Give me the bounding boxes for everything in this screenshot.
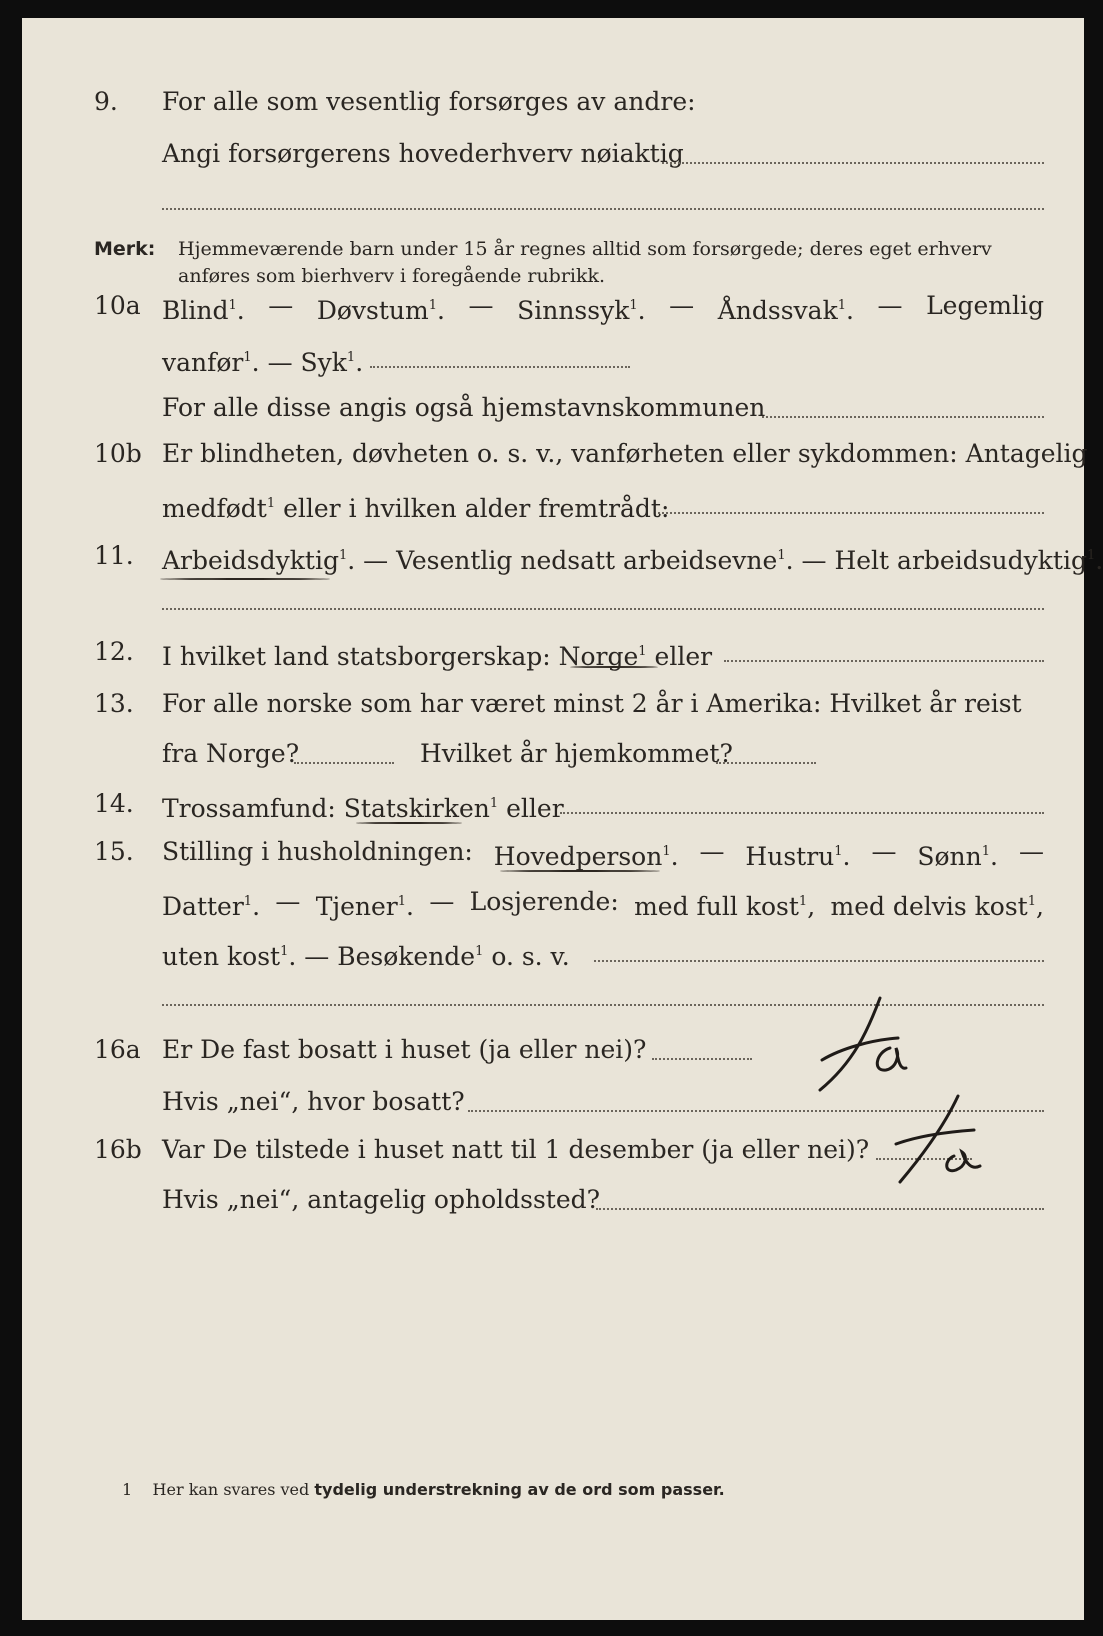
answer-field[interactable] xyxy=(560,812,1044,814)
question-16a xyxy=(22,1030,1084,1070)
option-blind: Blind$^1$. xyxy=(162,296,245,325)
option-dovstum: Døvstum$^1$. xyxy=(316,296,445,325)
option-sinnssyk: Sinnssyk$^1$. xyxy=(517,296,646,325)
question-text: Hvilket år hjemkommet? xyxy=(420,739,733,768)
question-number: 10a xyxy=(94,291,141,320)
answer-field[interactable] xyxy=(662,162,1044,164)
question-text: vanfør$^1$. — Syk$^1$. xyxy=(162,348,364,377)
question-number: 10b xyxy=(94,439,142,468)
answer-field[interactable] xyxy=(724,660,1044,662)
answer-field[interactable] xyxy=(658,512,1044,514)
question-text: fra Norge? xyxy=(162,739,300,768)
note-label: Merk: xyxy=(94,238,156,260)
question-10b-line2 xyxy=(22,484,1084,524)
question-text: Hvis „nei“, antagelig opholdssted? xyxy=(162,1185,601,1214)
question-number: 13. xyxy=(94,689,134,718)
handwritten-answer-16b xyxy=(882,1090,992,1190)
option-hustru: Hustru$^1$. xyxy=(745,842,851,871)
option-norge: Norge xyxy=(558,642,639,671)
answer-field[interactable] xyxy=(162,608,1044,610)
answer-field[interactable] xyxy=(162,208,1044,210)
question-text: Var De tilstede i huset natt til 1 desember (ja eller nei)? xyxy=(162,1135,870,1164)
handwritten-underline xyxy=(356,822,462,824)
dash: — xyxy=(669,291,695,320)
handwritten-underline xyxy=(570,666,658,668)
question-text: Losjerende: xyxy=(469,887,619,916)
question-text: For alle disse angis også hjemstavnskommunen xyxy=(162,393,766,422)
question-text: Angi forsørgerens hovederhverv nøiaktig xyxy=(162,139,684,168)
svg-text:Ja: Ja xyxy=(842,1070,843,1071)
question-number: 16a xyxy=(94,1035,141,1064)
dash: — xyxy=(268,291,294,320)
footnote-text-bold: tydelig understrekning av de ord som passer. xyxy=(314,1480,725,1499)
option-delvis-kost: med delvis kost$^1$, xyxy=(830,892,1044,921)
option-arbeidsdyktig: Arbeidsdyktig xyxy=(162,546,339,575)
footnote xyxy=(122,1480,725,1499)
question-text: medfødt$^1$ eller i hvilken alder fremtrådt: xyxy=(162,494,670,523)
question-10a xyxy=(22,286,1084,326)
answer-field[interactable] xyxy=(294,762,394,764)
option-statskirken: Statskirken xyxy=(343,794,490,823)
question-10a-line2 xyxy=(22,338,1084,378)
question-number: 16b xyxy=(94,1135,142,1164)
question-text: For alle norske som har været minst 2 år i Amerika: Hvilket år reist xyxy=(162,689,1022,718)
option-hovedperson: Hovedperson$^1$. xyxy=(493,842,679,871)
question-text: I hvilket land statsborgerskap: Norge$^1$ eller xyxy=(162,642,713,671)
question-text: Arbeidsdyktig$^1$. — Vesentlig nedsatt arbeidsevne$^1$. — Helt arbeidsudyktig$^1$. xyxy=(162,546,1103,575)
option-andssvak: Åndssvak$^1$. xyxy=(717,296,854,325)
option-tjener: Tjener$^1$. xyxy=(315,892,414,921)
handwritten-underline xyxy=(160,578,330,580)
question-number: 11. xyxy=(94,541,134,570)
dash: — xyxy=(877,291,903,320)
question-text: Er De fast bosatt i huset (ja eller nei)? xyxy=(162,1035,647,1064)
question-16b-line2 xyxy=(22,1180,1084,1220)
question-text: Stilling i husholdningen: xyxy=(162,837,473,866)
census-form-page xyxy=(22,18,1103,1620)
option-datter: Datter$^1$. xyxy=(162,892,261,921)
option-sonn: Sønn$^1$. xyxy=(917,842,998,871)
option-uten-kost: uten kost xyxy=(162,942,281,971)
dash: — xyxy=(468,291,494,320)
question-number: 12. xyxy=(94,637,134,666)
question-15: 15. Stilling i husholdningen: Hovedperson$^1$. — Hustru$^1$. — Sønn$^1$. — xyxy=(22,832,1084,872)
option-besokende: Besøkende xyxy=(337,942,476,971)
answer-field[interactable] xyxy=(716,762,816,764)
question-11 xyxy=(22,536,1103,576)
question-10a-line3 xyxy=(22,388,1084,428)
option-full-kost: med full kost$^1$, xyxy=(634,892,816,921)
question-number: 15. xyxy=(94,837,134,866)
question-text: uten kost$^1$. — Besøkende$^1$ o. s. v. xyxy=(162,942,570,971)
question-12 xyxy=(22,632,1084,672)
handwritten-underline xyxy=(500,870,660,872)
question-14 xyxy=(22,784,1084,824)
note-text: anføres som bierhverv i foregående rubrikk. xyxy=(178,265,606,287)
question-text: Er blindheten, døvheten o. s. v., vanførheten eller sykdommen: Antagelig xyxy=(162,439,1088,468)
answer-field[interactable] xyxy=(370,366,630,368)
footnote-text: Her kan svares ved xyxy=(152,1480,310,1499)
question-13 xyxy=(22,684,1084,724)
question-9-line2 xyxy=(22,134,1084,174)
answer-field[interactable] xyxy=(762,416,1044,418)
footnote-mark: 1 xyxy=(122,1480,133,1499)
answer-field[interactable] xyxy=(652,1058,752,1060)
question-9 xyxy=(22,82,1084,122)
svg-text:Ja: Ja xyxy=(922,1170,923,1171)
question-number: 14. xyxy=(94,789,134,818)
option-legemlig: Legemlig xyxy=(926,291,1044,320)
question-text: Trossamfund: Statskirken$^1$ eller xyxy=(162,794,564,823)
answer-field[interactable] xyxy=(596,1208,1044,1210)
question-10b xyxy=(22,434,1088,474)
question-13-line2 xyxy=(22,734,1084,774)
question-text: For alle som vesentlig forsørges av andre: xyxy=(162,87,696,116)
question-text: Hvis „nei“, hvor bosatt? xyxy=(162,1087,465,1116)
question-15-line2: Datter$^1$. — Tjener$^1$. — Losjerende: med full kost$^1$, med delvis kost$^1$, xyxy=(22,882,1084,922)
question-number: 9. xyxy=(94,87,118,116)
question-15-line3 xyxy=(22,932,1084,972)
note-text: Hjemmeværende barn under 15 år regnes alltid som forsørgede; deres eget erhverv xyxy=(178,238,992,260)
answer-field[interactable] xyxy=(594,960,1044,962)
